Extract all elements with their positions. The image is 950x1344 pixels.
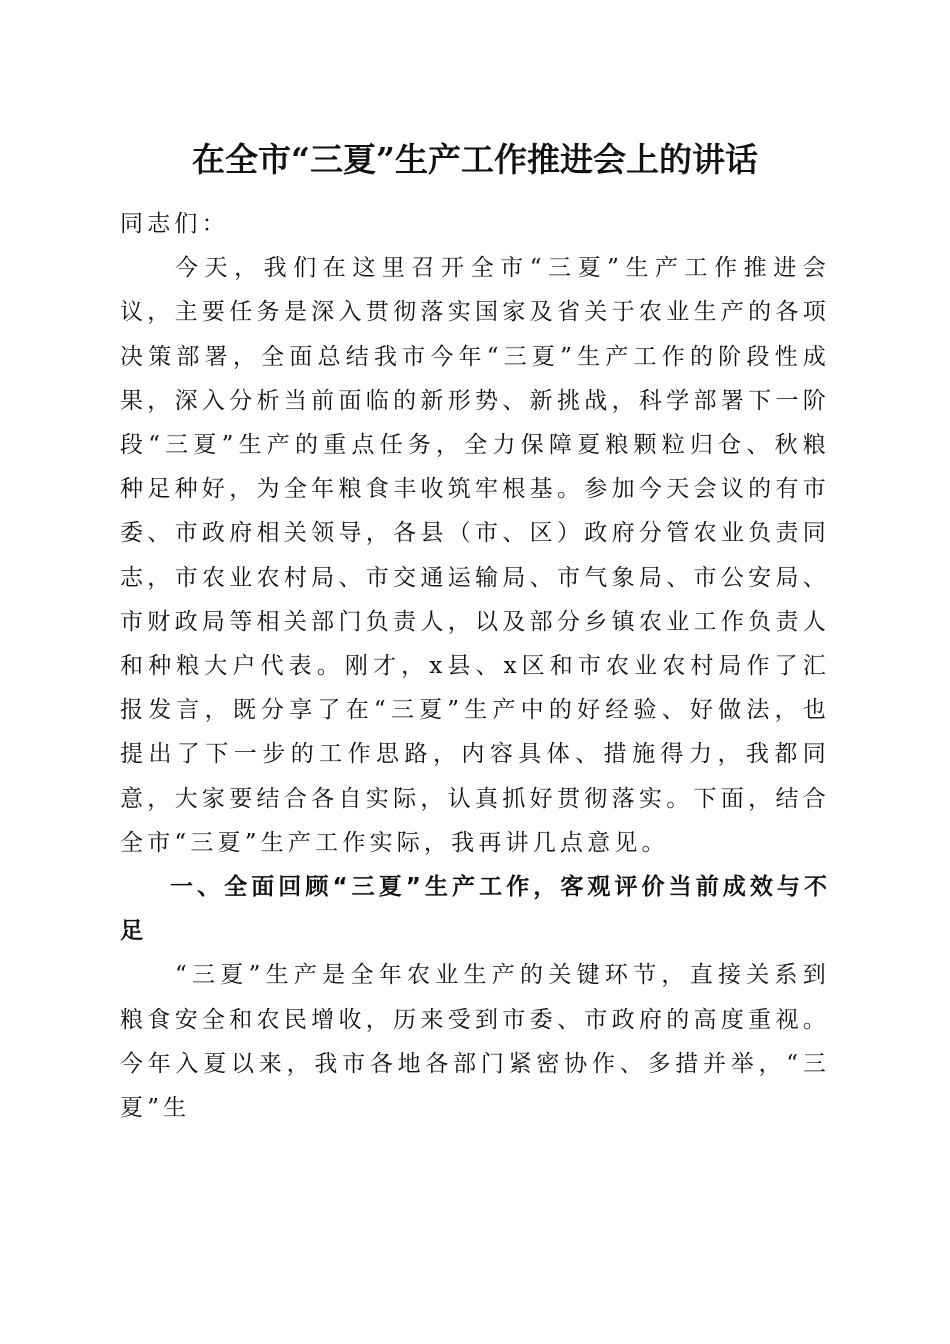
section-heading-1: 一、全面回顾“三夏”生产工作，客观评价当前成效与不足 [120, 874, 830, 945]
document-body [120, 202, 830, 1130]
salutation: 同志们： [120, 211, 229, 237]
section-1-paragraph: “三夏”生产是全年农业生产的关键环节，直接关系到粮食安全和农民增收，历来受到市委、市政府的高度重视。今年入夏以来，我市各地各部门紧密协作、多措并举，“三夏”生 [120, 962, 830, 1122]
document-title: 在全市“三夏”生产工作推进会上的讲话 [192, 140, 758, 179]
intro-paragraph: 今天，我们在这里召开全市“三夏”生产工作推进会议，主要任务是深入贯彻落实国家及省关于农业生产的各项决策部署，全面总结我市今年“三夏”生产工作的阶段性成果，深入分析当前面临的新形势、新挑战，科学部署下一阶段“三夏”生产的重点任务，全力保障夏粮颗粒归仓、秋粮种足种好，为全年粮食丰收筑牢根基。参加今天会议的有市委、市政府相关领导，各县（市、区）政府分管农业负责同志，市农业农村局、市交通运输局、市气象局、市公安局、市财政局等相关部门负责人，以及部分乡镇农业工作负责人和种粮大户代表。刚才，x县、x区和市农业农村局作了汇报发言，既分享了在“三夏”生产中的好经验、好做法，也提出了下一步的工作思路，内容具体、措施得力，我都同意，大家要结合各自实际，认真抓好贯彻落实。下面，结合全市“三夏”生产工作实际，我再讲几点意见。 [120, 255, 830, 856]
